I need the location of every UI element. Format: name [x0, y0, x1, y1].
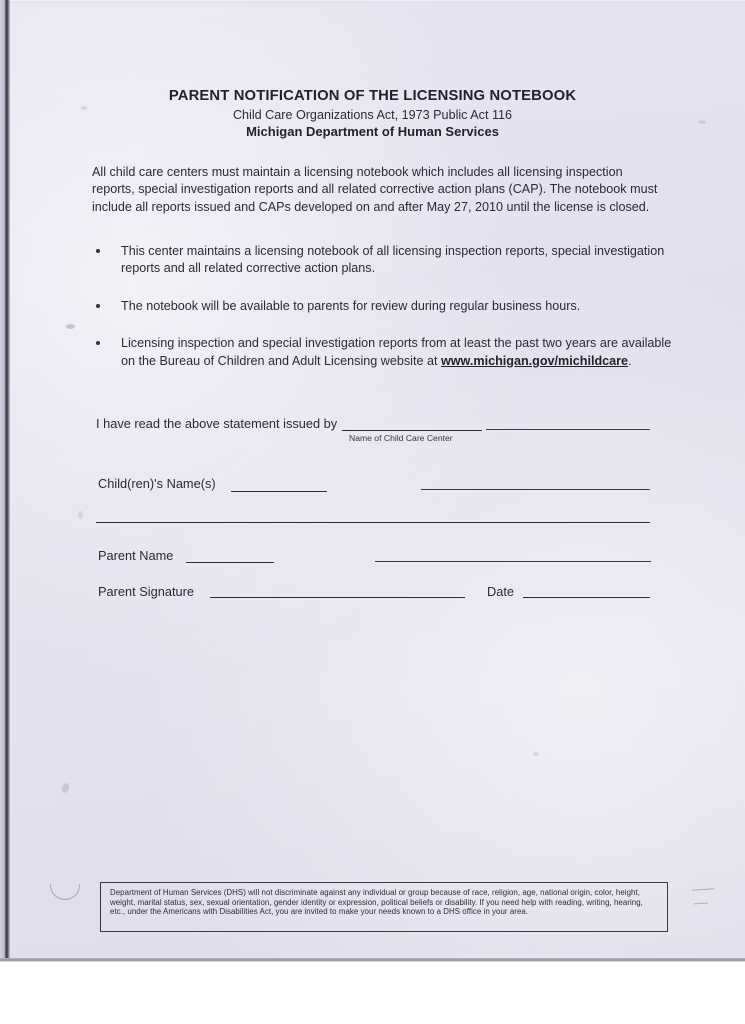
- children-names-field-3[interactable]: [96, 522, 650, 523]
- date-field[interactable]: [523, 597, 650, 598]
- parent-name-label: Parent Name: [98, 548, 174, 563]
- disclaimer-text: Department of Human Services (DHS) will not discriminate against any individual or group because of race, religion, age, national origin, color, height, weight, marital status, sex, sexual orientation, gender identity or expression, political beliefs or disability. If you need help with reading, writing, hearing, etc., under the Americans with Disabilities Act, you are invited to make your needs known to a DHS office in your area.: [110, 888, 643, 917]
- parent-name-field[interactable]: [186, 562, 274, 563]
- agency-name: Michigan Department of Human Services: [246, 124, 499, 139]
- intro-paragraph: All child care centers must maintain a licensing notebook which includes all licensing inspection reports, special investigation reports and all related corrective action plans (CAP). The notebook must include all reports issued and CAPs developed on and after May 27, 2010 until the license is closed.: [92, 165, 658, 214]
- list-item-text: This center maintains a licensing notebook of all licensing inspection reports, special investigation reports and all related corrective action plans.: [121, 244, 665, 276]
- center-name-field-continued[interactable]: [486, 429, 650, 430]
- parent-name-field-2[interactable]: [375, 561, 651, 562]
- center-name-field[interactable]: [342, 430, 482, 431]
- parent-signature-label: Parent Signature: [98, 584, 195, 599]
- parent-signature-field[interactable]: [210, 597, 465, 598]
- children-names-label: Child(ren)'s Name(s): [98, 476, 216, 491]
- list-item-text-tail: .: [628, 353, 632, 368]
- children-names-field[interactable]: [231, 491, 327, 492]
- statement-label: I have read the above statement issued by: [96, 416, 338, 431]
- children-names-field-2[interactable]: [421, 489, 650, 490]
- date-label: Date: [487, 584, 515, 599]
- center-name-caption: Name of Child Care Center: [349, 433, 453, 443]
- michildcare-website-link[interactable]: www.michigan.gov/michildcare: [440, 353, 629, 368]
- page-subtitle: Child Care Organizations Act, 1973 Public Act 116: [232, 108, 513, 122]
- disclaimer-box: [100, 882, 668, 932]
- list-item-text: Licensing inspection and special investigation reports from at least the past two years are available on the Bureau of Children and Adult Licensing website at: [121, 336, 672, 368]
- list-item-text: The notebook will be available to parents for review during regular business hours.: [121, 298, 581, 313]
- scan-bottom-edge: [0, 958, 745, 962]
- page-title: PARENT NOTIFICATION OF THE LICENSING NOTEBOOK: [168, 88, 577, 104]
